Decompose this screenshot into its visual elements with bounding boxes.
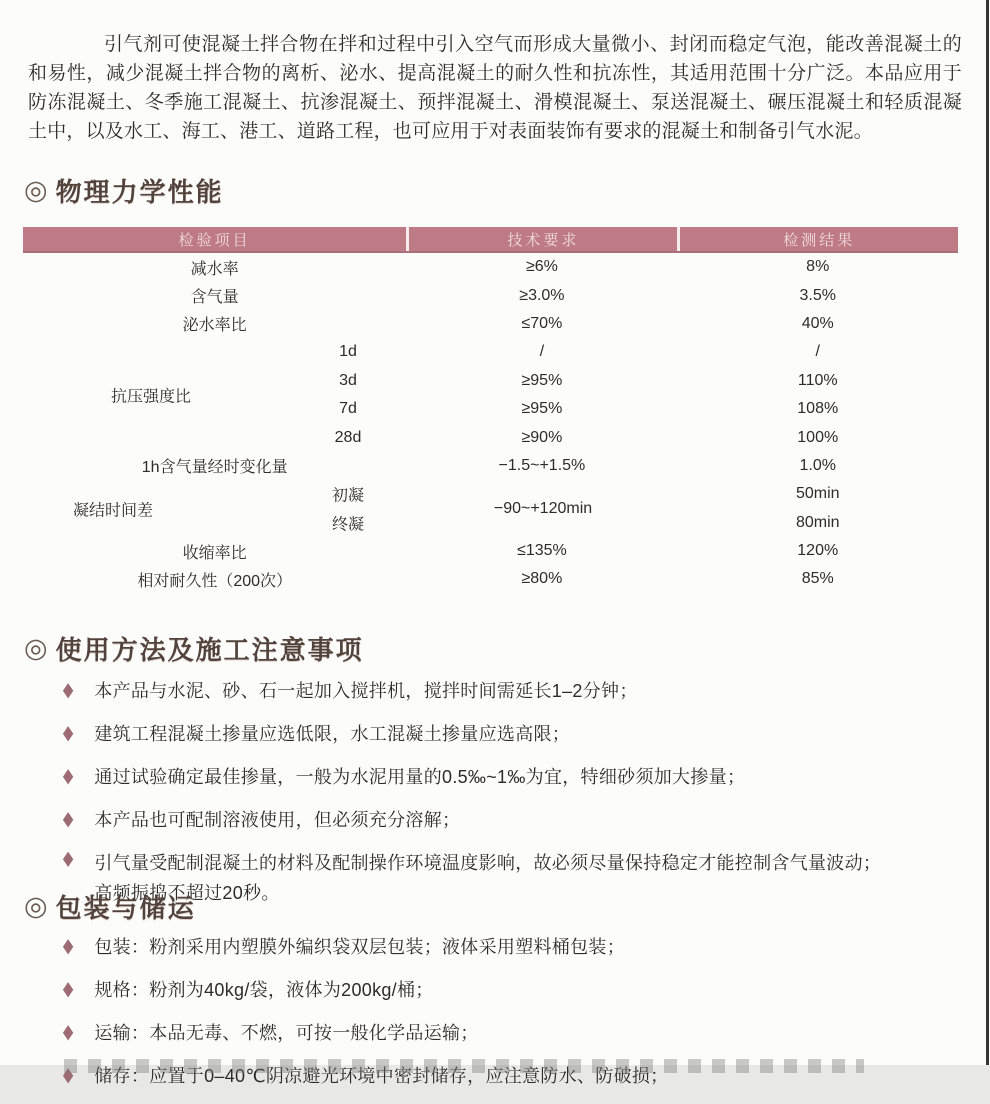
row-result: 110% [797,371,838,389]
group-label: 抗压强度比 [110,388,192,406]
diamond-bullet-icon: ◆ [62,808,74,830]
row-result: 100% [797,428,839,446]
table-row [23,338,958,366]
table-row [23,565,958,593]
diamond-bullet-icon: ◆ [62,679,74,701]
spec-table [23,227,958,594]
row-item: 相对耐久性（200次） [137,572,293,590]
section-heading-usage [24,630,364,667]
section-marker-icon: ◎ [24,175,50,205]
row-result: 8% [806,258,830,276]
row-result: 1.0% [799,456,836,474]
row-item: 含气量 [190,289,239,307]
table-group-setting-time [23,480,958,537]
row-requirement: ≥90% [521,428,563,446]
row-result: 3.5% [799,286,836,304]
table-row [23,253,958,281]
row-item: 减水率 [190,260,239,278]
row-sub-item: 3d [339,371,357,389]
bullet-text: 通过试验确定最佳掺量，一般为水泥用量的0.5‰~1‰为宜，特细砂须加大掺量； [94,767,746,787]
row-result: 80min [795,513,840,531]
list-item [62,676,962,706]
section-title: 使用方法及施工注意事项 [55,635,364,665]
row-requirement: ≥95% [521,400,563,418]
row-item: 泌水率比 [182,317,247,335]
list-item [62,719,962,749]
row-requirement: / [539,343,545,361]
row-result: 120% [797,542,839,560]
diamond-bullet-icon: ◆ [62,978,74,1000]
row-requirement: ≥95% [521,371,563,389]
diamond-bullet-icon: ◆ [62,935,74,957]
group-label: 凝结时间差 [72,502,154,520]
scan-edge-line [986,0,989,1065]
diamond-bullet-icon: ◆ [62,722,74,744]
table-row [23,537,958,565]
row-sub-item: 初凝 [331,487,365,505]
list-item [62,975,962,1005]
table-row [23,367,958,395]
row-result: 85% [801,570,834,588]
section-heading-packaging [24,888,196,925]
bullet-text: 本产品也可配制溶液使用，但必须充分溶解； [94,810,461,830]
bullet-text: 建筑工程混凝土掺量应选低限，水工混凝土掺量应选高限； [94,724,571,744]
row-requirement: −1.5~+1.5% [498,456,586,474]
table-row [23,509,958,537]
intro-paragraph: 引气剂可使混凝土拌合物在拌和过程中引入空气而形成大量微小、封闭而稳定气泡，能改善混凝土的和易性，减少混凝土拌合物的离析、泌水、提高混凝土的耐久性和抗冻性，其适用范围十分广泛。本品应用于防冻混凝土、冬季施工混凝土、抗渗混凝土、预拌混凝土、滑模混凝土、泵送混凝土、碾压混凝土和轻质混凝土中，以及水工、海工、港工、道路工程，也可应用于对表面装饰有要求的混凝土和制备引气水泥。 [28,34,962,142]
diamond-bullet-icon: ◆ [62,1064,74,1086]
table-row [23,452,958,480]
row-sub-item: 7d [339,400,357,418]
bullet-text: 引气量受配制混凝土的材料及配制操作环境温度影响，故必须尽量保持稳定才能控制含气量波动；高频振捣不超过20秒。 [94,853,882,903]
bullet-text: 包装：粉剂采用内塑膜外编织袋双层包装；液体采用塑料桶包装； [94,937,626,957]
table-row [23,310,958,338]
table-row [23,395,958,423]
table-row [23,423,958,451]
bullet-text: 储存：应置于0–40℃阴凉避光环境中密封储存，应注意防水、防破损； [94,1066,669,1086]
table-header-item: 检验项目 [178,231,251,249]
row-sub-item: 1d [339,343,357,361]
row-requirement: ≥6% [525,258,558,276]
diamond-bullet-icon: ◆ [62,1021,74,1043]
row-requirement: ≥3.0% [519,286,565,304]
list-item [62,1018,962,1048]
section-marker-icon: ◎ [24,633,50,663]
row-sub-item: 28d [334,428,362,446]
list-item [62,932,962,962]
table-group-strength [23,338,958,452]
bullet-text: 规格：粉剂为40kg/袋，液体为200kg/桶； [94,980,434,1000]
cutoff-text-remnant [64,1059,864,1065]
group-requirement: −90~+120min [493,499,593,517]
section-title: 包装与储运 [55,893,196,923]
diamond-bullet-icon: ◆ [62,848,74,870]
packaging-list [62,932,962,1104]
bullet-text: 运输：本品无毒、不燃，可按一般化学品运输； [94,1023,479,1043]
list-item [62,848,962,908]
list-item [62,805,962,835]
row-requirement: ≤135% [517,542,567,560]
row-requirement: ≥80% [521,570,563,588]
diamond-bullet-icon: ◆ [62,765,74,787]
row-item: 收缩率比 [182,544,247,562]
table-row [23,281,958,309]
table-header-result: 检测结果 [677,227,958,251]
table-header-row [23,227,958,253]
row-sub-item: 终凝 [331,516,365,534]
row-result: / [815,343,820,361]
table-row [23,480,958,508]
bullet-text: 本产品与水泥、砂、石一起加入搅拌机，搅拌时间需延长1–2分钟； [94,681,638,701]
usage-list [62,676,962,921]
row-result: 40% [801,314,834,332]
row-item: 1h含气量经时变化量 [141,459,288,477]
row-result: 108% [797,400,839,418]
section-heading-physical [24,172,224,209]
section-title: 物理力学性能 [55,177,224,207]
list-item [62,762,962,792]
section-marker-icon: ◎ [24,891,50,921]
row-requirement: ≤70% [521,314,563,332]
table-header-requirement: 技术要求 [406,227,677,251]
row-result: 50min [795,485,840,503]
